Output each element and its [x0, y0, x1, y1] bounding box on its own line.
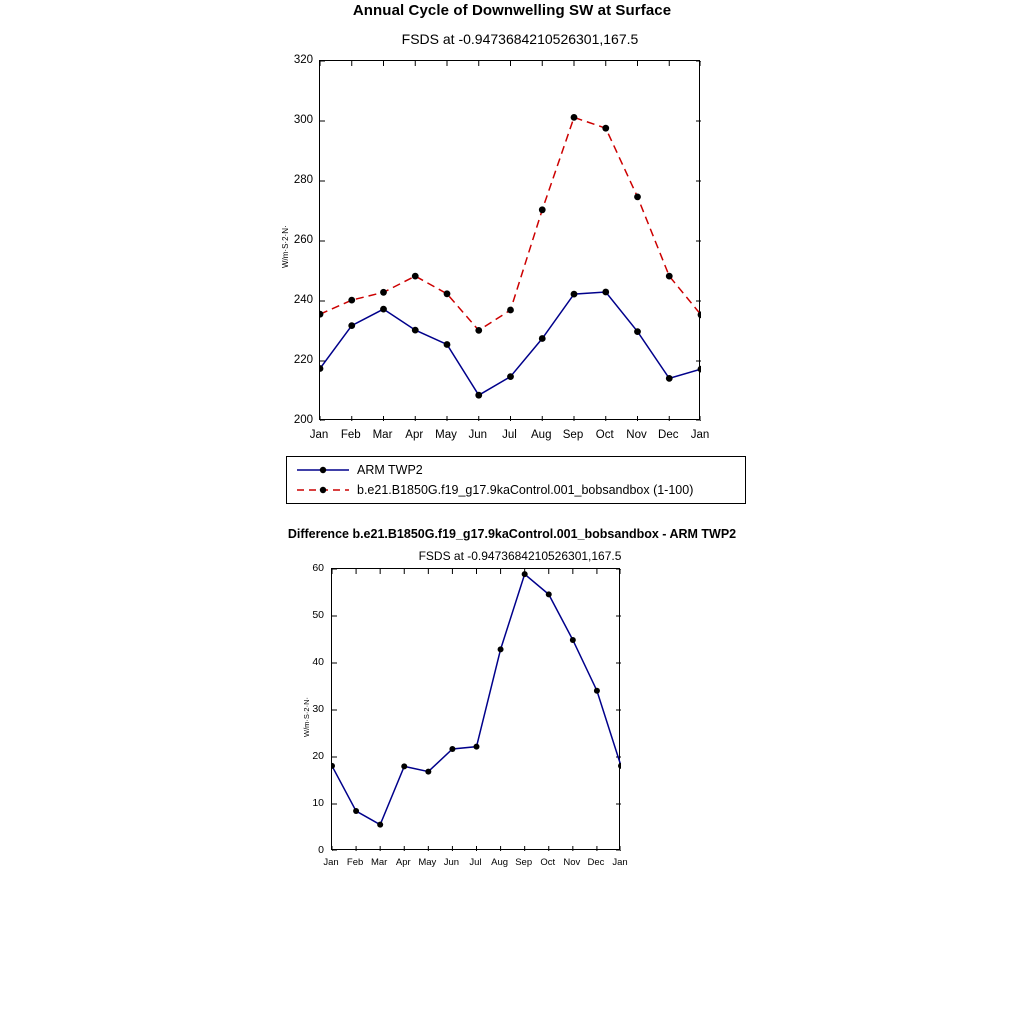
series-line-0 — [332, 574, 621, 825]
data-point-marker — [348, 322, 355, 329]
data-point-marker — [539, 335, 546, 342]
top-panel-series-canvas — [320, 61, 701, 421]
x-tick-label: Jan — [309, 429, 329, 441]
y-tick-label: 300 — [293, 114, 313, 126]
x-tick-label: Mar — [370, 857, 388, 868]
x-tick-label: Dec — [658, 429, 679, 441]
data-point-marker — [377, 822, 383, 828]
data-point-marker — [539, 206, 546, 213]
x-tick-label: Feb — [346, 857, 364, 868]
x-tick-label: Jan — [323, 857, 339, 868]
x-tick-label: Jul — [469, 857, 482, 868]
x-tick-label: Mar — [372, 429, 393, 441]
x-tick-label: Oct — [595, 429, 614, 441]
data-point-marker — [474, 744, 480, 750]
legend-entry-1 — [295, 480, 693, 500]
legend-swatch-line-dashed — [295, 483, 351, 497]
data-point-marker — [507, 307, 514, 314]
y-tick-label: 220 — [293, 354, 313, 366]
data-point-marker — [425, 769, 431, 775]
difference-panel-series-canvas — [332, 569, 621, 851]
data-point-marker — [412, 273, 419, 280]
data-point-marker — [570, 637, 576, 643]
data-point-marker — [353, 808, 359, 814]
x-tick-label: Nov — [563, 857, 581, 868]
difference-panel-title: Difference b.e21.B1850G.f19_g17.9kaControl.001_bobsandbox - ARM TWP2 — [287, 527, 737, 541]
y-tick-label: 240 — [293, 294, 313, 306]
x-tick-label: Jun — [443, 857, 460, 868]
y-tick-label: 20 — [312, 750, 324, 762]
difference-panel-subtitle: FSDS at -0.9473684210526301,167.5 — [418, 549, 622, 563]
x-tick-label: Sep — [562, 429, 584, 441]
legend-label-0: ARM TWP2 — [357, 463, 423, 477]
data-point-marker — [320, 311, 323, 318]
data-point-marker — [666, 273, 673, 280]
difference-panel-y-axis-label: W/m·S·2·N· — [302, 697, 311, 737]
y-tick-label: 30 — [312, 703, 324, 715]
x-tick-label: Jan — [690, 429, 710, 441]
series-line-1 — [320, 117, 701, 330]
legend-swatch-line-solid — [295, 463, 351, 477]
x-tick-label: Oct — [540, 857, 556, 868]
data-point-marker — [348, 297, 355, 304]
data-point-marker — [618, 763, 621, 769]
legend-label-1: b.e21.B1850G.f19_g17.9kaControl.001_bobsandbox (1-100) — [357, 483, 694, 497]
y-tick-label: 60 — [312, 562, 324, 574]
top-panel-subtitle: FSDS at -0.9473684210526301,167.5 — [401, 31, 639, 47]
data-point-marker — [634, 328, 641, 335]
data-point-marker — [634, 194, 641, 201]
data-point-marker — [522, 571, 528, 577]
y-tick-label: 260 — [293, 234, 313, 246]
data-point-marker — [546, 591, 552, 597]
data-point-marker — [380, 289, 387, 296]
x-tick-label: May — [418, 857, 437, 868]
data-point-marker — [332, 763, 335, 769]
y-tick-label: 10 — [312, 797, 324, 809]
data-point-marker — [571, 114, 578, 121]
y-tick-label: 320 — [293, 54, 313, 66]
x-tick-label: Apr — [405, 429, 424, 441]
legend-entry-0 — [295, 460, 423, 480]
data-point-marker — [594, 688, 600, 694]
data-point-marker — [507, 373, 514, 380]
x-tick-label: Jul — [502, 429, 517, 441]
data-point-marker — [602, 289, 609, 296]
data-point-marker — [602, 125, 609, 132]
y-tick-label: 50 — [312, 609, 324, 621]
data-point-marker — [475, 327, 482, 334]
x-tick-label: Nov — [626, 429, 647, 441]
y-tick-label: 200 — [293, 414, 313, 426]
x-tick-label: Jun — [468, 429, 488, 441]
data-point-marker — [444, 341, 451, 348]
data-point-marker — [401, 763, 407, 769]
difference-panel-plot-area — [331, 568, 620, 850]
y-tick-label: 280 — [293, 174, 313, 186]
data-point-marker — [698, 366, 701, 373]
x-tick-label: Jan — [612, 857, 628, 868]
data-point-marker — [320, 365, 323, 372]
data-point-marker — [444, 290, 451, 297]
data-point-marker — [412, 327, 419, 334]
x-tick-label: Sep — [515, 857, 533, 868]
top-panel-y-axis-label: W/m·S·2·N· — [281, 225, 290, 268]
data-point-marker — [498, 646, 504, 652]
y-tick-label: 40 — [312, 656, 324, 668]
x-tick-label: Dec — [587, 857, 605, 868]
legend — [286, 456, 746, 504]
top-panel-plot-area — [319, 60, 700, 420]
data-point-marker — [666, 375, 673, 382]
x-tick-label: Aug — [531, 429, 552, 441]
x-tick-label: Feb — [340, 429, 361, 441]
data-point-marker — [449, 746, 455, 752]
y-tick-label: 0 — [318, 844, 324, 856]
x-tick-label: Apr — [395, 857, 411, 868]
x-tick-label: Aug — [491, 857, 509, 868]
x-tick-label: May — [435, 429, 457, 441]
data-point-marker — [571, 291, 578, 298]
data-point-marker — [380, 306, 387, 313]
main-title: Annual Cycle of Downwelling SW at Surface — [352, 2, 672, 19]
data-point-marker — [475, 392, 482, 399]
